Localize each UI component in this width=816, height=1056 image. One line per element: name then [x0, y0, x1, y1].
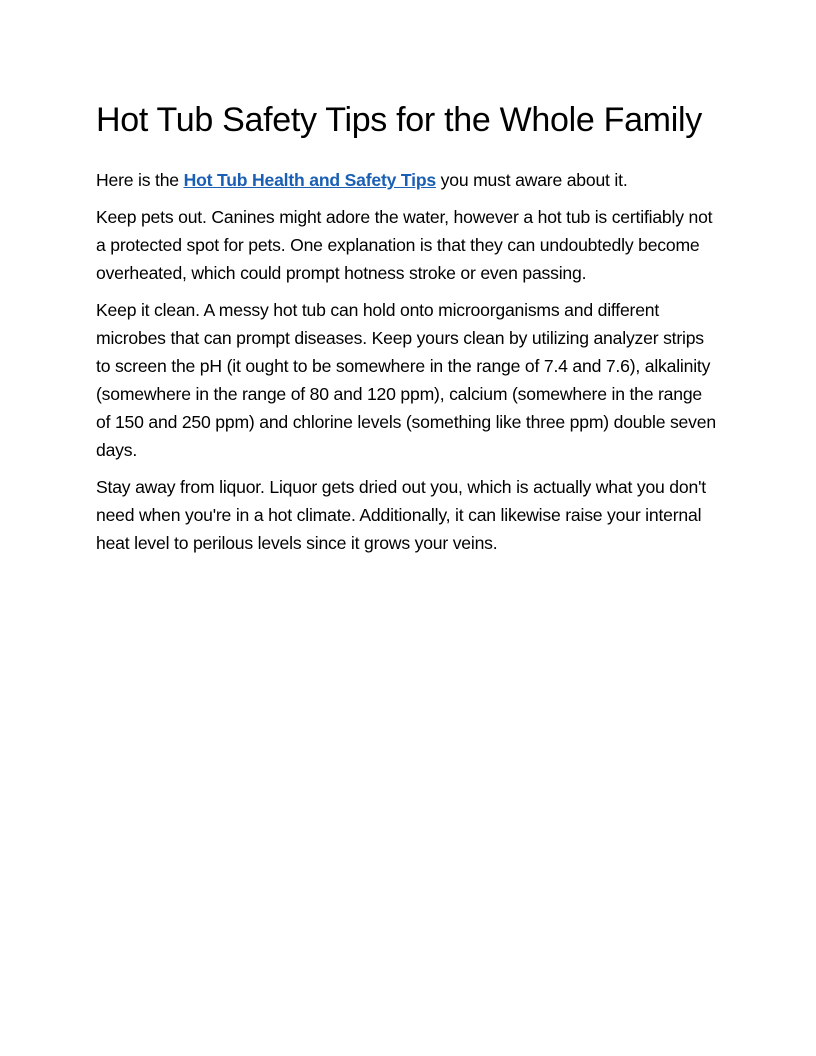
- intro-text-before-link: Here is the: [96, 170, 184, 190]
- intro-text-after-link: you must aware about it.: [435, 170, 628, 190]
- document-page: [96, 96, 720, 566]
- intro-paragraph: [96, 166, 720, 194]
- document-title: Hot Tub Safety Tips for the Whole Family: [96, 101, 702, 139]
- hot-tub-safety-tips-link[interactable]: Hot Tub Health and Safety Tips: [183, 170, 436, 190]
- paragraph-clean: Keep it clean. A messy hot tub can hold onto microorganisms and different microbes that can prompt diseases. Keep yours clean by utilizing analyzer strips to screen the pH (it ought to be somewhere in the range of 7.4 and 7.6), alkalinity (somewhere in the range of 80 and 120 ppm), calcium (somewhere in the range of 150 and 250 ppm) and chlorine levels (something like three ppm) double seven days.: [96, 300, 716, 460]
- paragraph-liquor: Stay away from liquor. Liquor gets dried out you, which is actually what you don't need when you're in a hot climate. Additionally, it can likewise raise your internal heat level to perilous levels since it grows your veins.: [96, 477, 706, 553]
- paragraph-pets: Keep pets out. Canines might adore the water, however a hot tub is certifiably not a protected spot for pets. One explanation is that they can undoubtedly become overheated, which could prompt hotness stroke or even passing.: [96, 207, 713, 283]
